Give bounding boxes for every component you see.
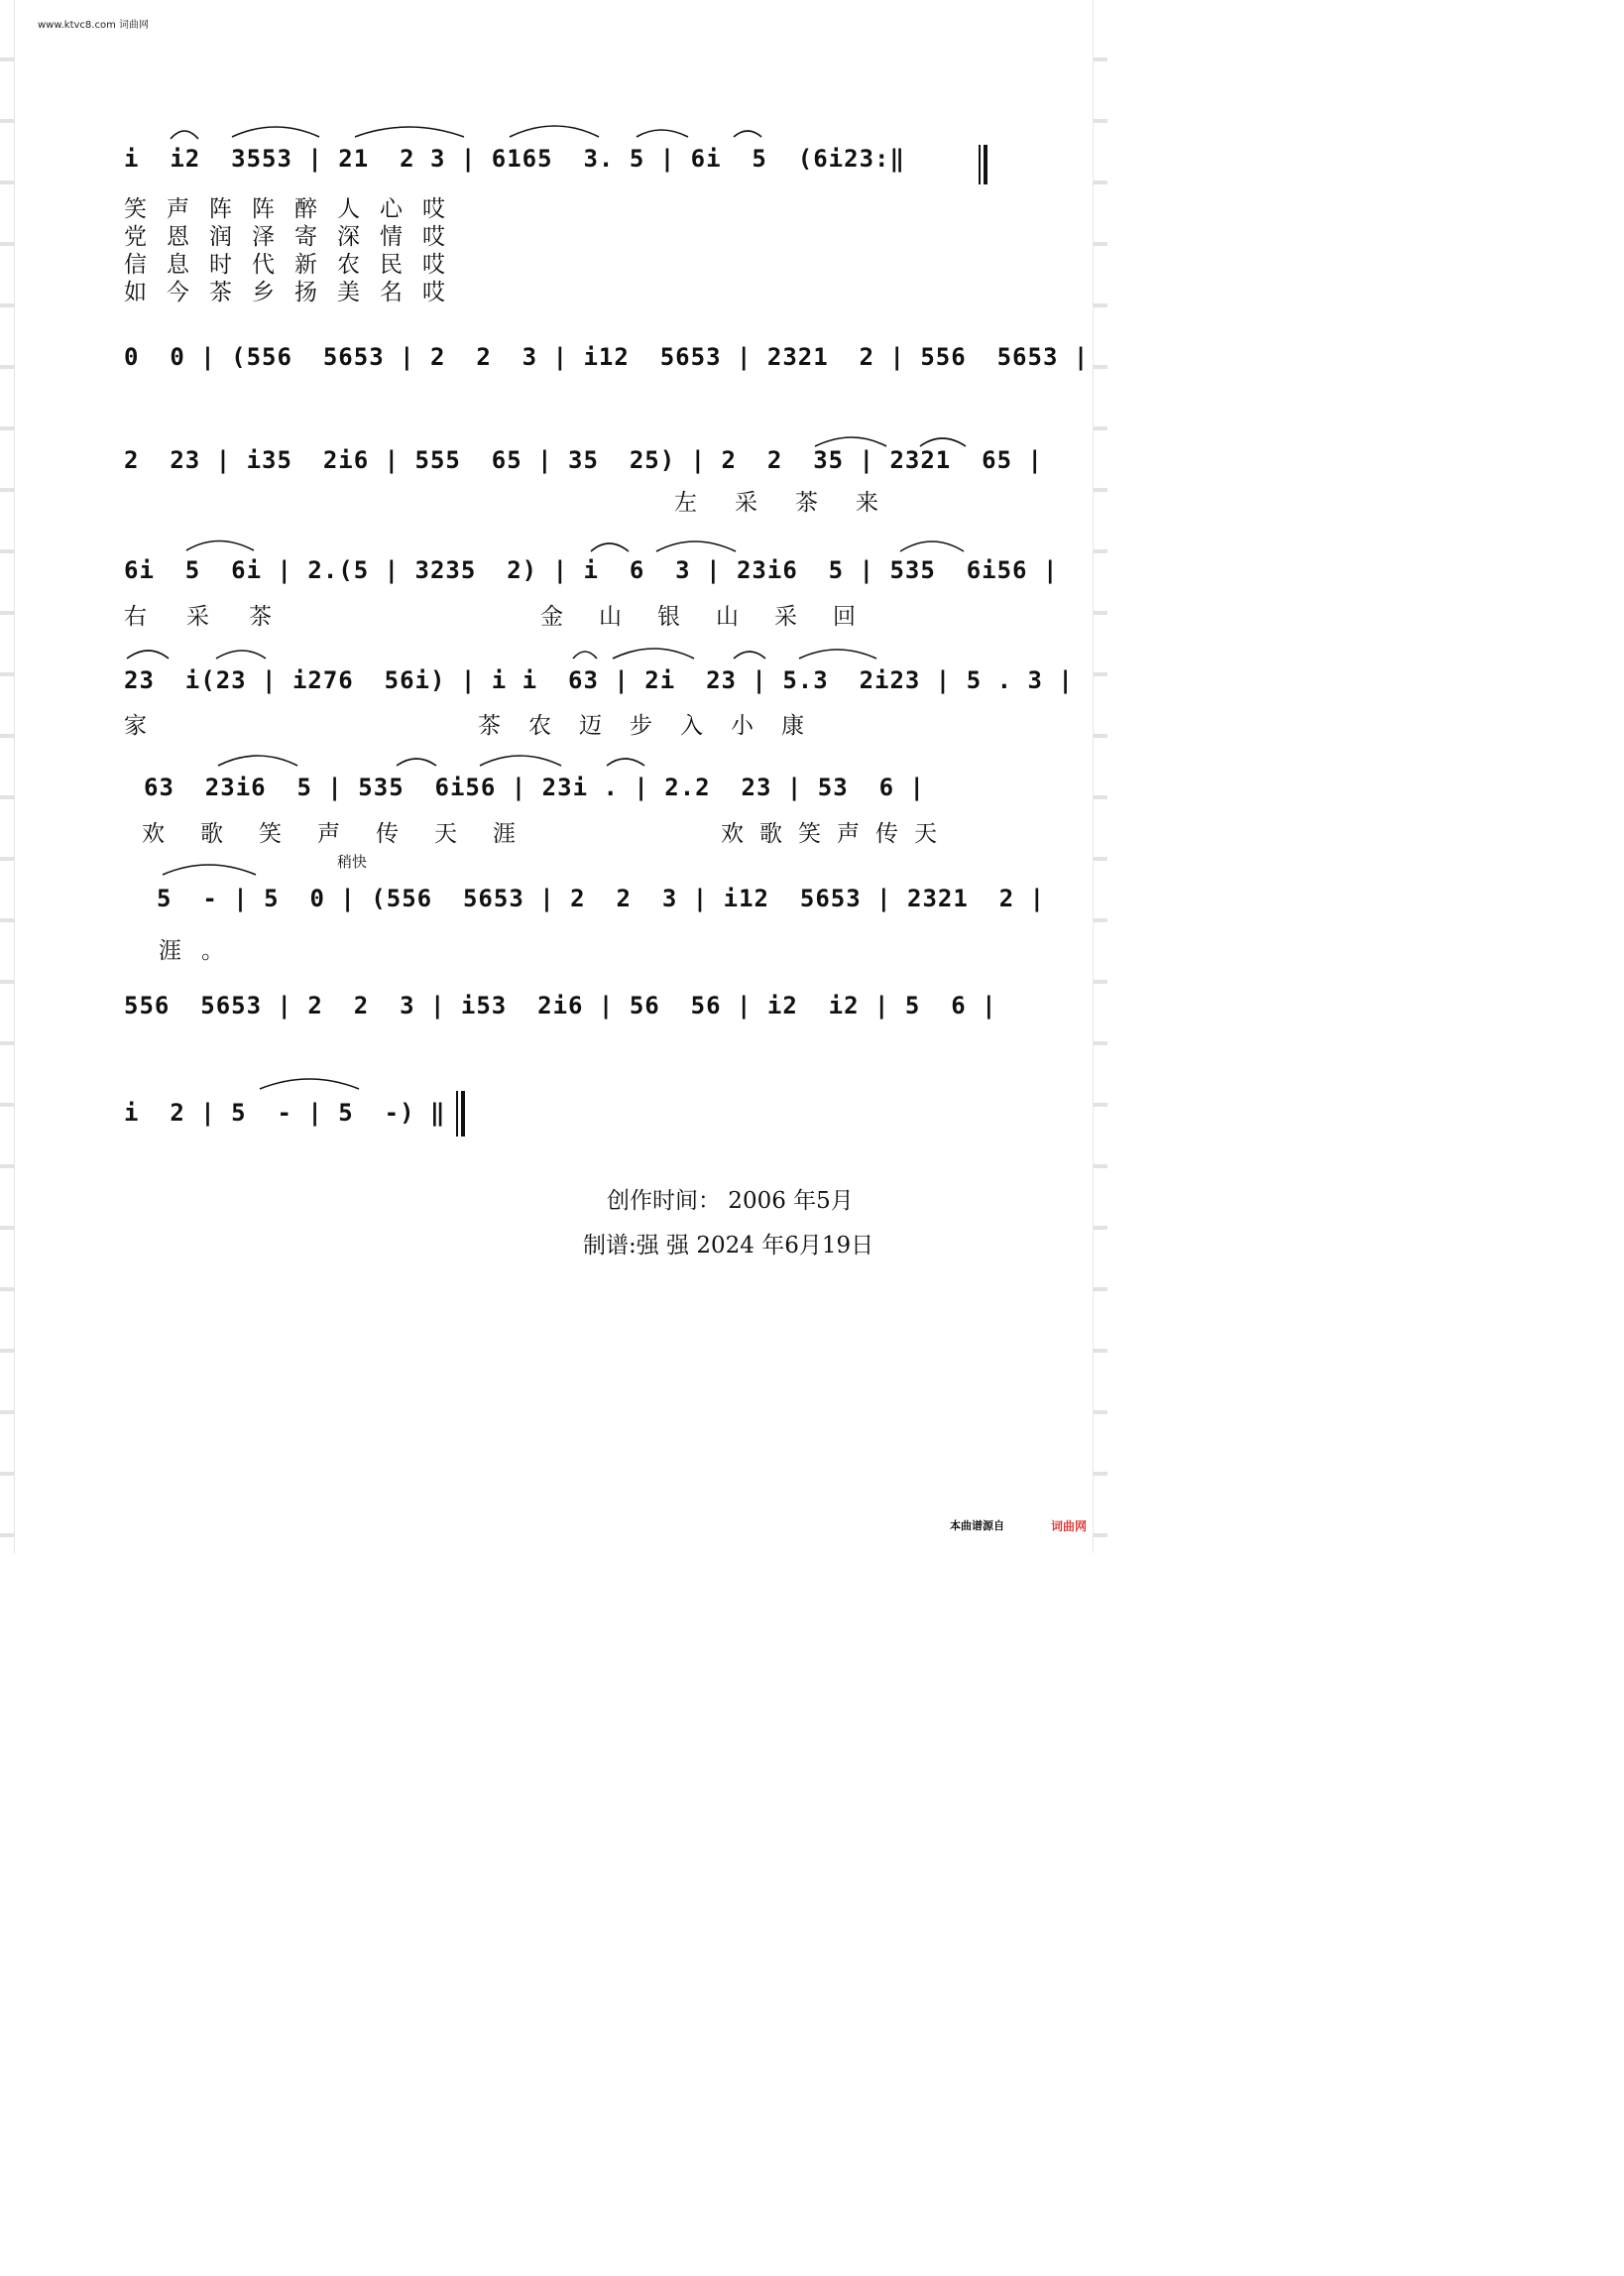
tempo-marking: 稍快 <box>337 853 368 871</box>
lyric-verse-1: 笑声阵阵醉人心哎 <box>124 196 465 222</box>
notes-line: 0 0 | (556 5653 | 2 2 3 | i12 5653 | 2321 2 | 556 5653 | <box>124 343 1090 371</box>
lyric-verse-2: 党恩润泽寄深情哎 <box>124 224 465 250</box>
lyric-line-b: 欢歌笑声传天 <box>721 821 953 847</box>
notes-line: i i2 3553 | 21 2 3 | 6165 3. 5 | 6i 5 (6i23:‖ <box>124 145 905 173</box>
lyric-line-a: 家 <box>124 713 167 739</box>
notes-line: 5 - | 5 0 | (556 5653 | 2 2 3 | i12 5653 | 2321 2 | <box>157 885 1046 912</box>
lyric-line-b: 金山银山采回 <box>540 604 891 630</box>
lyric-line-b: 茶农迈步入小康 <box>478 713 832 739</box>
lyric-verse-4: 如今茶乡扬美名哎 <box>124 280 465 305</box>
lyric-line-a: 欢歌笑声传天涯 <box>142 821 551 847</box>
slur-marks <box>0 0 1107 1553</box>
notes-line: 6i 5 6i | 2.(5 | 3235 2) | i 6 3 | 23i6 5 | 535 6i56 | <box>124 556 1059 584</box>
footer-brand-link[interactable]: 词曲网 <box>1051 1519 1088 1533</box>
transcription-credit: 制谱:强 强 2024 年6月19日 <box>583 1233 874 1258</box>
lyric-verse-3: 信息时代新农民哎 <box>124 252 465 278</box>
notes-line: 556 5653 | 2 2 3 | i53 2i6 | 56 56 | i2 i2 | 5 6 | <box>124 992 997 1019</box>
notes-line: 63 23i6 5 | 535 6i56 | 23i . | 2.2 23 | 53 6 | <box>144 774 925 801</box>
composed-date: 创作时间： 2006 年5月 <box>607 1188 854 1214</box>
site-url: www.ktvc8.com 词曲网 <box>38 20 150 31</box>
notes-line: 2 23 | i35 2i6 | 555 65 | 35 25) | 2 2 35 | 2321 65 | <box>124 446 1043 474</box>
notes-line: i 2 | 5 - | 5 -) ‖ <box>124 1099 446 1127</box>
footer-source-label: 本曲谱源自 <box>950 1519 1004 1532</box>
lyric-line: 涯。 <box>159 938 244 964</box>
lyric-line: 左采茶来 <box>674 490 916 516</box>
lyric-line-a: 右采茶 <box>124 604 311 630</box>
notes-line: 23 i(23 | i276 56i) | i i 63 | 2i 23 | 5.3 2i23 | 5 . 3 | <box>124 666 1074 694</box>
